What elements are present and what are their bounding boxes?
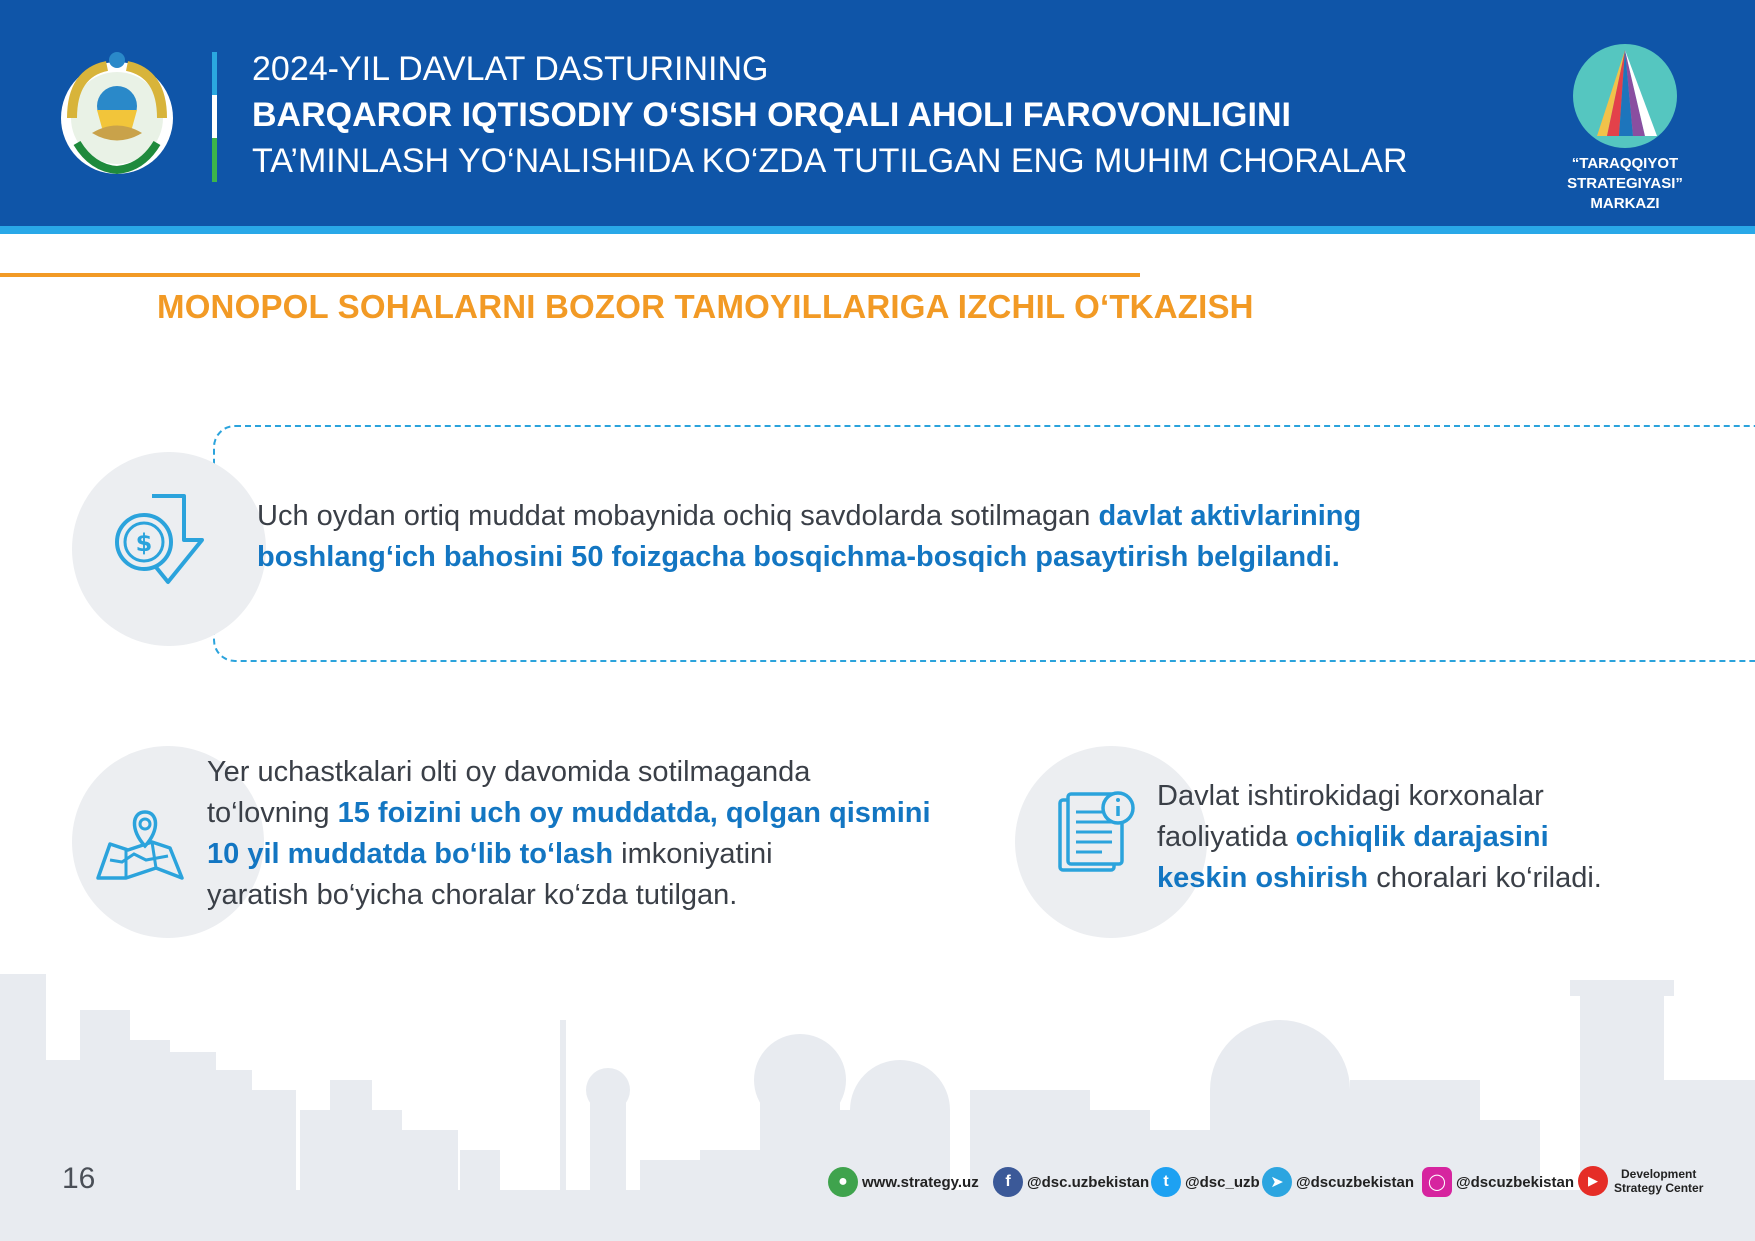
item2-line2-highlight: 15 foizini uch oy muddatda, qolgan qismini — [337, 797, 931, 829]
facebook-text: @dsc.uzbekistan — [1027, 1173, 1150, 1191]
state-emblem-icon — [52, 48, 182, 178]
header-stripe — [0, 226, 1755, 234]
item2-line3-plain: imkoniyatini — [613, 838, 773, 870]
section-divider — [0, 273, 1140, 277]
document-info-icon — [1056, 790, 1138, 882]
youtube-text-line1: Development — [1621, 1167, 1697, 1181]
globe-icon: ● — [828, 1167, 858, 1197]
header-title-line1: 2024-YIL DAVLAT DASTURINING — [252, 50, 769, 88]
header-title — [252, 46, 1408, 184]
item2-line3-highlight: 10 yil muddatda bo‘lib to‘lash — [207, 838, 614, 870]
dollar-down-arrow-icon — [112, 492, 208, 588]
item1-text — [257, 496, 1457, 578]
header-title-line2: BARQAROR IQTISODIY O‘SISH ORQALI AHOLI FAROVONLIGINI — [252, 96, 1291, 134]
facebook-link[interactable] — [993, 1164, 1149, 1200]
logo-text-line2: MARKAZI — [1590, 195, 1660, 212]
youtube-text-line2: Strategy Center — [1614, 1181, 1704, 1195]
item2-line2-plain: to‘lovning — [207, 797, 338, 829]
strategy-center-logo — [1530, 44, 1720, 212]
item3-line3-highlight: keskin oshirish — [1157, 862, 1369, 894]
header-title-line3: TA’MINLASH YO‘NALISHIDA KO‘ZDA TUTILGAN ENG MUHIM CHORALAR — [252, 142, 1408, 180]
item3-line1: Davlat ishtirokidagi korxonalar — [1157, 780, 1544, 812]
telegram-icon: ➤ — [1262, 1167, 1292, 1197]
item3-line3-plain: choralari ko‘riladi. — [1368, 862, 1602, 894]
youtube-icon: ▶ — [1578, 1166, 1608, 1196]
instagram-text: @dscuzbekistan — [1456, 1173, 1574, 1191]
youtube-link[interactable] — [1578, 1166, 1703, 1196]
header-banner — [0, 0, 1755, 226]
facebook-icon: f — [993, 1167, 1023, 1197]
item2-text — [207, 752, 967, 916]
youtube-text — [1614, 1167, 1703, 1195]
section-title: MONOPOL SOHALARNI BOZOR TAMOYILLARIGA IZCHIL O‘TKAZISH — [157, 288, 1254, 325]
item1-text-highlight-b: boshlang‘ich bahosini 50 foizgacha bosqichma-bosqich pasaytirish belgilandi. — [257, 541, 1340, 573]
item3-text — [1157, 776, 1717, 899]
twitter-link[interactable] — [1151, 1164, 1260, 1200]
strategy-center-logo-icon — [1571, 44, 1679, 148]
item2-line1: Yer uchastkalari olti oy davomida sotilmaganda — [207, 756, 811, 788]
page-number: 16 — [62, 1162, 96, 1195]
item3-line2-highlight: ochiqlik darajasini — [1295, 821, 1549, 853]
instagram-link[interactable] — [1422, 1164, 1574, 1200]
title-accent-bar — [212, 52, 217, 182]
instagram-icon: ◯ — [1422, 1167, 1452, 1197]
map-pin-icon — [94, 808, 186, 884]
website-link[interactable] — [828, 1164, 979, 1200]
twitter-text: @dsc_uzb — [1185, 1173, 1260, 1191]
logo-text-line1: “TARAQQIYOT STRATEGIYASI” — [1567, 155, 1683, 192]
svg-text:$: $ — [135, 529, 153, 557]
item1-text-highlight-a: davlat aktivlarining — [1098, 500, 1362, 532]
item2-line4: yaratish bo‘yicha choralar ko‘zda tutilgan. — [207, 879, 738, 911]
telegram-text: @dscuzbekistan — [1296, 1173, 1414, 1191]
website-text: www.strategy.uz — [862, 1173, 979, 1191]
twitter-icon: t — [1151, 1167, 1181, 1197]
item1-text-plain: Uch oydan ortiq muddat mobaynida ochiq savdolarda sotilmagan — [257, 500, 1099, 532]
item3-line2-plain: faoliyatida — [1157, 821, 1296, 853]
telegram-link[interactable] — [1262, 1164, 1414, 1200]
